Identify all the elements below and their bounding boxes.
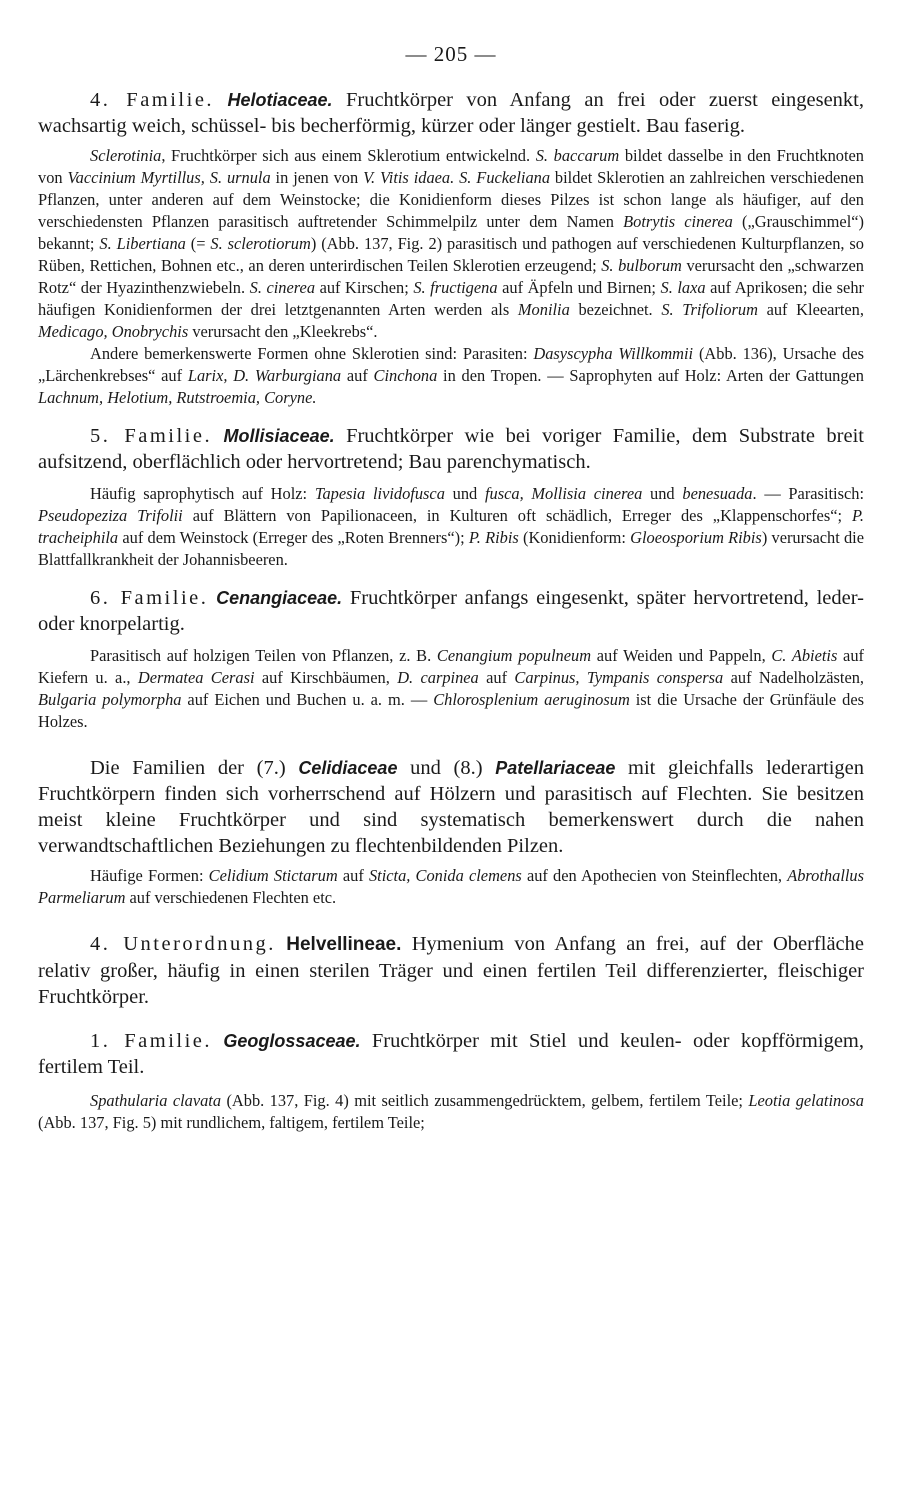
text-run: . — Parasitisch:	[752, 484, 865, 503]
text-run: auf	[337, 866, 369, 885]
italic-term: Chlorosplenium aeruginosum	[433, 690, 630, 709]
text-run: , Fruchtkörper sich aus einem Sklerotium entwickelnd.	[161, 146, 536, 165]
text-run: Häufige Formen:	[90, 866, 209, 885]
italic-term: Leotia gelatinosa	[748, 1091, 864, 1110]
text-run: auf Blättern von Papilionaceen, in Kulturen oft schädlich, Erreger des „Klappenschorfes“;	[182, 506, 852, 525]
italic-term: Gloeosporium Ribis	[630, 528, 762, 547]
italic-term: Bulgaria polymorpha	[38, 690, 182, 709]
italic-term: Pseudopeziza Trifolii	[38, 506, 183, 525]
italic-term: C. Abietis	[771, 646, 838, 665]
text-run: bildet dasselbe in den Fruchtknoten von	[38, 146, 865, 187]
text-run: ist die Ursache der Grünfäule des Holzes.	[38, 690, 865, 731]
families78-rest: mit gleichfalls lederartigen Fruchtkörpern finden sich vorherrschend auf Hölzern und parasitisch auf Flechten. Sie besitzen meist kleine Fruchtkörper und sind systematisch bemerkenswert durch die nahen verwandtschaftlichen Beziehungen zu flechtenbildenden Pilzen.	[38, 757, 864, 857]
family6-description: Fruchtkörper anfangs eingesenkt, später hervortretend, leder- oder knorpelartig.	[38, 587, 865, 635]
italic-term: S. cinerea	[249, 278, 316, 297]
family5-heading	[38, 423, 864, 475]
italic-term: Dasyscypha Willkommii	[533, 344, 694, 363]
text-run: in den Tropen. — Saprophyten auf Holz: Arten der Gattungen	[437, 366, 864, 385]
families78-forms	[38, 865, 864, 909]
suborder4-name: Helvellineae.	[286, 934, 402, 955]
text-run: auf Äpfeln und Birnen;	[497, 278, 661, 297]
text-run: und	[444, 484, 485, 503]
family5-name: Mollisiaceae.	[223, 426, 335, 446]
text-run: ) verursacht die Blattfallkrankheit der Johannisbeeren.	[38, 528, 865, 569]
text-run: Andere bemerkenswerte Formen ohne Sklerotien sind: Parasiten:	[90, 344, 534, 363]
italic-term: V. Vitis idaea. S. Fuckeliana	[363, 168, 551, 187]
italic-term: Tapesia lividofusca	[314, 484, 445, 503]
family5-label: 5. Familie.	[90, 425, 213, 447]
families78-paragraph	[38, 755, 864, 859]
italic-term: S. Trifoliorum	[661, 300, 758, 319]
text-run: („Grauschimmel“) bekannt;	[38, 212, 864, 253]
family5-description: Fruchtkörper wie bei voriger Familie, dem Substrate breit aufsitzend, oberflächlich oder hervortretend; Bau parenchymatisch.	[38, 425, 865, 473]
family6-label: 6. Familie.	[90, 587, 209, 609]
text-run: (=	[185, 234, 211, 253]
families78-mid: und (8.)	[397, 757, 496, 779]
family4-heading	[38, 87, 864, 139]
italic-term: Sclerotinia	[90, 146, 162, 165]
text-run: auf Kiefern u. a.,	[38, 646, 864, 687]
text-run: auf Eichen und Buchen u. a. m. —	[181, 690, 434, 709]
family4-description: Fruchtkörper von Anfang an frei oder zuerst eingesenkt, wachsartig weich, schüssel- bis becherförmig, kürzer oder länger gestielt. Bau faserig.	[38, 89, 864, 137]
italic-term: Botrytis cinerea	[623, 212, 733, 231]
suborder4-heading	[38, 931, 864, 1010]
text-run: (Konidienform:	[518, 528, 631, 547]
text-run: bezeichnet.	[569, 300, 662, 319]
family8-name: Patellariaceae	[495, 758, 616, 778]
italic-term: fusca, Mollisia cinerea	[484, 484, 643, 503]
italic-term: S. fructigena	[413, 278, 498, 297]
family5-paragraph-1	[38, 483, 864, 571]
family4-name: Helotiaceae.	[227, 90, 333, 110]
italic-term: benesuada	[682, 484, 753, 503]
italic-term: Abrothallus Parmeliarum	[38, 866, 865, 907]
family7-name: Celidiaceae	[298, 758, 398, 778]
text-run: Parasitisch auf holzigen Teilen von Pflanzen, z. B.	[90, 646, 437, 665]
text-run: auf dem Weinstock (Erreger des „Roten Brenners“);	[118, 528, 469, 547]
text-run: verursacht den „schwarzen Rotz“ der Hyazinthenzwiebeln.	[38, 256, 864, 297]
italic-term: S. bulborum	[601, 256, 682, 275]
text-run: ) (Abb. 137, Fig. 2) parasitisch und pathogen auf verschiedenen Kulturpflanzen, so Rüben, Rettichen, Bohnen etc., an deren unterirdischen Teilen Sklerotien erzeugend;	[38, 234, 864, 275]
italic-term: Celidium Stictarum	[208, 866, 338, 885]
italic-term: Larix, D. Warburgiana	[187, 366, 342, 385]
italic-term: Dermatea Cerasi	[137, 668, 255, 687]
text-run: verursacht den „Kleekrebs“.	[188, 322, 378, 341]
text-run: (Abb. 137, Fig. 5) mit rundlichem, faltigem, fertilem Teile;	[38, 1113, 425, 1132]
text-run: auf Kirschbäumen,	[254, 668, 398, 687]
family1-name: Geoglossaceae.	[223, 1031, 361, 1051]
family4-paragraph-1	[38, 145, 864, 343]
italic-term: S. laxa	[660, 278, 706, 297]
italic-term: S. baccarum	[535, 146, 620, 165]
italic-term: Medicago, Onobrychis	[38, 322, 189, 341]
page-number: — 205 —	[405, 42, 497, 66]
family4-label: 4. Familie.	[90, 89, 215, 111]
text-run: in jenen von	[270, 168, 364, 187]
text-run: (Abb. 137, Fig. 4) mit seitlich zusammengedrücktem, gelbem, fertilem Teile;	[221, 1091, 749, 1110]
text-run: auf Aprikosen; die sehr häufigen Konidienformen der drei letztgenannten Arten werden als	[38, 278, 864, 319]
text-run: auf Kleearten,	[757, 300, 864, 319]
italic-term: P. tracheiphila	[38, 506, 864, 547]
text-run: auf Kirschen;	[315, 278, 414, 297]
text-run: auf Weiden und Pappeln,	[591, 646, 772, 665]
italic-term: Vaccinium Myrtillus, S. urnula	[67, 168, 271, 187]
family1-paragraph-1	[38, 1090, 864, 1134]
italic-term: Cenangium populneum	[436, 646, 592, 665]
text-run: Häufig saprophytisch auf Holz:	[90, 484, 315, 503]
family1-label: 1. Familie.	[90, 1030, 213, 1052]
italic-term: P. Ribis	[468, 528, 519, 547]
suborder4-description: Hymenium von Anfang an frei, auf der Oberfläche relativ großer, häufig in einen sterilen Träger und einen fertilen Teil differenzierter, fleischiger Fruchtkörper.	[38, 933, 864, 1008]
italic-term: S. sclerotiorum	[210, 234, 311, 253]
italic-term: S. Libertiana	[99, 234, 186, 253]
family6-paragraph-1	[38, 645, 864, 733]
italic-term: Cinchona	[373, 366, 438, 385]
text-run: auf	[341, 366, 374, 385]
text-run: auf den Apothecien von Steinflechten,	[521, 866, 788, 885]
italic-term: Monilia	[517, 300, 570, 319]
italic-term: Sticta, Conida clemens	[368, 866, 522, 885]
text-run: und	[642, 484, 683, 503]
text-run: auf Nadelholzästen,	[723, 668, 865, 687]
suborder4-label: 4. Unterordnung.	[90, 933, 276, 955]
families78-intro: Die Familien der (7.)	[90, 757, 299, 779]
italic-term: D. carpinea	[397, 668, 479, 687]
family6-heading	[38, 585, 864, 637]
family1-description: Fruchtkörper mit Stiel und keulen- oder kopfförmigem, fertilem Teil.	[38, 1030, 864, 1078]
italic-term: Spathularia clavata	[90, 1091, 222, 1110]
text-run: auf verschiedenen Flechten etc.	[125, 888, 337, 907]
family1-heading	[38, 1028, 864, 1080]
text-run: (Abb. 136), Ursache des „Lärchenkrebses“ auf	[38, 344, 865, 385]
family6-name: Cenangiaceae.	[216, 588, 343, 608]
text-run: auf	[478, 668, 515, 687]
family4-paragraph-2	[38, 343, 864, 409]
text-run: bildet Sklerotien an zahlreichen verschiedenen Pflanzen, unter anderen auf dem Weinstocke; die Konidienform dieses Pilzes ist schon lange als häufiger, auf den verschiedensten Pflanzen parasitisch auftretender Schimmelpilz unter dem Namen	[38, 168, 864, 231]
italic-term: Carpinus, Tympanis conspersa	[514, 668, 724, 687]
italic-term: Lachnum, Helotium, Rutstroemia, Coryne.	[38, 388, 317, 407]
